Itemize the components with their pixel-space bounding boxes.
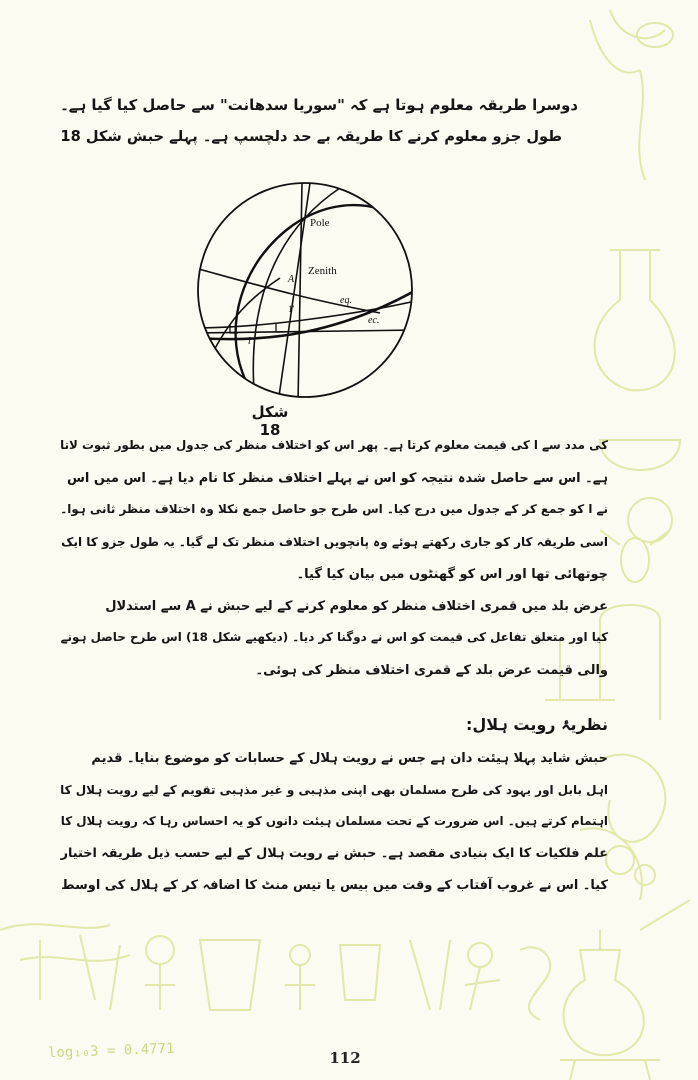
label-pole: Pole: [310, 217, 330, 229]
figure-18-diagram: [190, 178, 420, 403]
paragraph-2-line-2: کیا اور متعلق تفاعل کی قیمت کو اس نے دوگنا کر دیا۔ (دیکھیے شکل 18) اس طرح حاصل ہونے: [60, 630, 608, 644]
paragraph-3-line-2: اہل بابل اور یہود کی طرح مسلمان بھی اپنی مذہبی و غیر مذہبی تقویم کے لیے رویت ہلال کا: [60, 783, 608, 797]
label-l: l: [248, 336, 251, 347]
figure-caption: شکل 18: [251, 403, 289, 439]
paragraph-1-line-3: نے l کو جمع کر کے جدول میں درج کیا۔ اس طرح جو حاصل جمع نکلا وہ اختلاف منظر ثانی ہوا۔: [60, 502, 608, 516]
intro-line-1: دوسرا طریقہ معلوم ہوتا ہے کہ "سوریا سدھانت" سے حاصل کیا گیا ہے۔: [60, 96, 578, 114]
paragraph-3-line-4: علم فلکیات کا ایک بنیادی مقصد ہے۔ حبش نے رویت ہلال کے لیے حسب ذیل طریقہ اختیار: [60, 846, 608, 861]
paragraph-1-line-2: ہے۔ اس سے حاصل شدہ نتیجہ کو اس نے پہلے اختلاف منظر کا نام دیا ہے۔ اس میں اس: [66, 471, 608, 486]
label-ec: ec.: [368, 315, 380, 326]
page-number: 112: [329, 1049, 361, 1067]
paragraph-3-line-3: اہتمام کرتے ہیں۔ اس ضرورت کے تحت مسلمان ہیئت دانوں کو یہ احساس رہا کہ رویت ہلال کا: [60, 814, 608, 828]
label-eq: eq.: [340, 295, 352, 306]
section-heading: نظریۂ رویت ہلال:: [466, 715, 608, 734]
paragraph-1-line-4: اسی طریقہ کار کو جاری رکھتے ہوئے وہ پانچویں اختلاف منظر تک لے گیا۔ یہ طول جزو کا ایک: [61, 535, 608, 549]
paragraph-2-line-1: عرض بلد میں قمری اختلاف منظر کو معلوم کرنے کے لیے حبش نے A سے استدلال: [105, 599, 608, 614]
paragraph-2-line-3: والی قیمت عرض بلد کے قمری اختلاف منظر کی ہوئی۔: [255, 663, 608, 678]
paragraph-3-line-5: کیا۔ اس نے غروب آفتاب کے وقت میں بیس یا تیس منٹ کا اضافہ کر کے ہلال کی اوسط: [61, 878, 608, 893]
corner-formula: log₁₀3 = 0.4771: [47, 1040, 175, 1062]
paragraph-1-line-1: کی مدد سے l کی قیمت معلوم کرتا ہے۔ پھر اس کو اختلاف منظر کی جدول میں بطور ثبوت لاتا: [60, 438, 608, 452]
label-one-prime: 1': [288, 304, 295, 314]
paragraph-3-line-1: حبش شاید پہلا ہیئت دان ہے جس نے رویت ہلال کے حسابات کو موضوع بنایا۔ قدیم: [91, 751, 608, 766]
meridian-line: [278, 183, 310, 403]
intro-line-2: طول جزو معلوم کرنے کا طریقہ بے حد دلچسپ ہے۔ پہلے حبش شکل 18: [60, 128, 562, 145]
paragraph-1-line-5: چوتھائی تھا اور اس کو گھنٹوں میں بیان کیا گیا۔: [296, 567, 608, 582]
label-a: A: [288, 274, 295, 285]
label-zenith: Zenith: [308, 265, 337, 277]
